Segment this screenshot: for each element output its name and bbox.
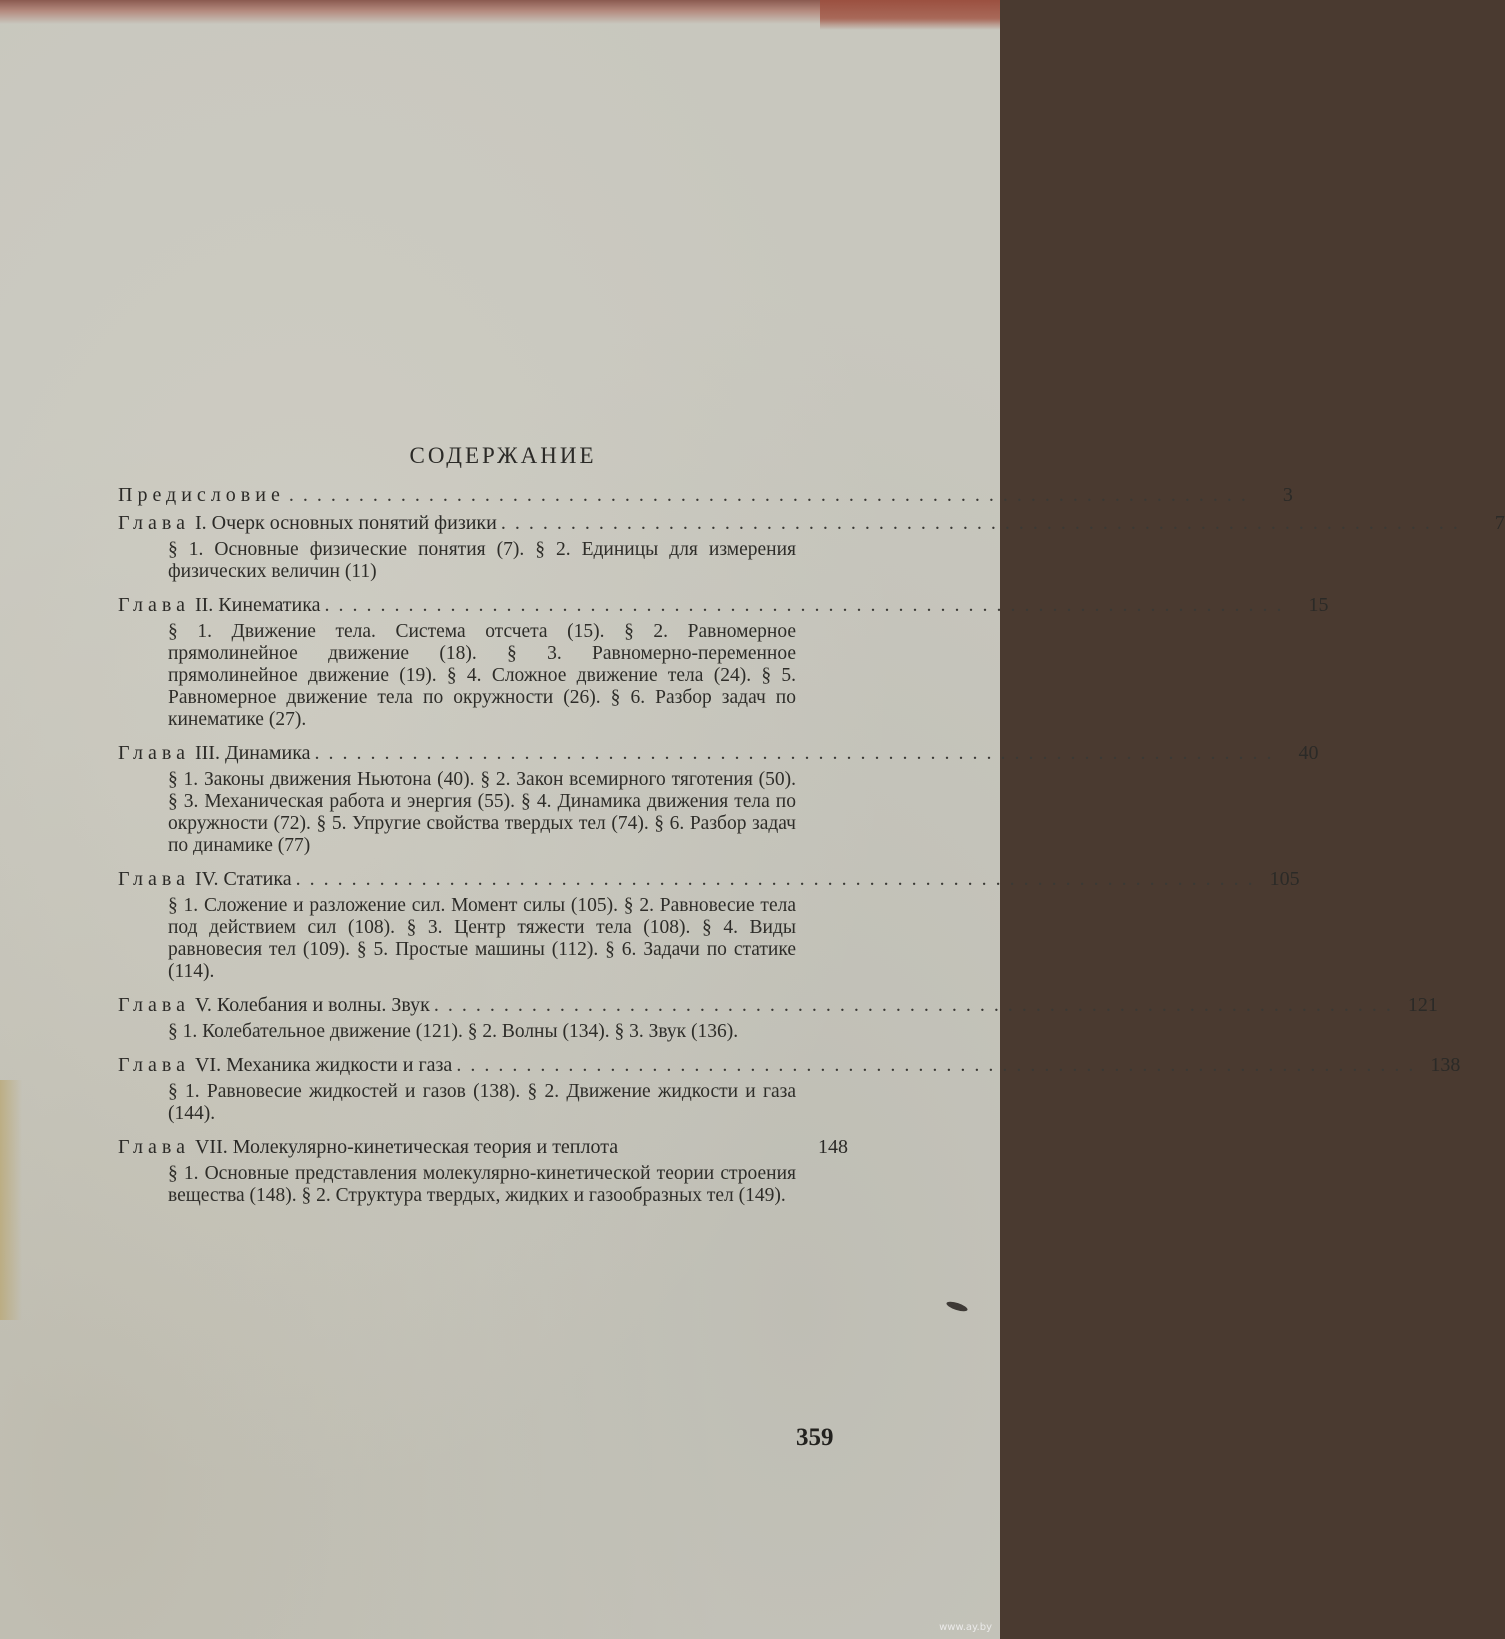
toc-heading: СОДЕРЖАНИЕ bbox=[409, 443, 597, 468]
entry-title: I. Очерк основных понятий физики bbox=[194, 512, 497, 534]
dot-leader: ..................................................................... bbox=[324, 594, 1291, 616]
entry-label bbox=[118, 511, 497, 535]
entry-label bbox=[118, 741, 311, 765]
entry-title: III. Динамика bbox=[194, 742, 311, 764]
toc-entry-chapter-1 bbox=[118, 511, 1505, 535]
entry-title: V. Колебания и волны. Звук bbox=[194, 994, 430, 1016]
entry-prefix: Предисловие bbox=[118, 484, 285, 506]
entry-title: II. Кинематика bbox=[194, 594, 321, 616]
entry-prefix: Глава bbox=[118, 1054, 190, 1076]
entry-label bbox=[118, 593, 321, 617]
toc-entry-chapter-6 bbox=[118, 1053, 1461, 1077]
dot-leader: ..................................................................... bbox=[456, 1054, 1423, 1076]
toc-entry-chapter-2 bbox=[118, 593, 1329, 617]
entry-page-number: 15 bbox=[1308, 594, 1329, 616]
page-number: 359 bbox=[796, 1424, 834, 1451]
entry-title: IV. Статика bbox=[194, 868, 292, 890]
entry-label bbox=[118, 1135, 618, 1159]
entry-title: VI. Механика жидкости и газа bbox=[194, 1054, 453, 1076]
entry-label bbox=[118, 867, 292, 891]
chapter-7-sections: § 1. Основные представления молекулярно-кинетической теории строения вещества (148). § 2. Структура твердых, жидких и газообразных тел (149). bbox=[168, 1163, 796, 1206]
entry-prefix: Глава bbox=[118, 1136, 190, 1158]
entry-prefix: Глава bbox=[118, 594, 190, 616]
entry-prefix: Глава bbox=[118, 512, 190, 534]
entry-title: VII. Молекулярно-кинетическая теория и теплота bbox=[194, 1136, 619, 1158]
chapter-3-sections: § 1. Законы движения Ньютона (40). § 2. Закон всемирного тяготения (50). § 3. Механическая работа и энергия (55). § 4. Динамика движения тела по окружности (72). § 5. Упругие свойства твердых тел (74). § 6. Разбор задач по динамике (77) bbox=[168, 769, 796, 856]
entry-label bbox=[118, 993, 430, 1017]
chapter-4-sections: § 1. Сложение и разложение сил. Момент силы (105). § 2. Равновесие тела под действием сил (108). § 3. Центр тяжести тела (108). § 4. Виды равновесия тел (109). § 5. Простые машины (112). § 6. Задачи по статике (114). bbox=[168, 895, 796, 982]
dot-leader: ..................................................................... bbox=[295, 868, 1262, 890]
entry-page-number: 3 bbox=[1282, 484, 1293, 506]
chapter-1-sections: § 1. Основные физические понятия (7). § 2. Единицы для измерения физических величин (11) bbox=[168, 539, 796, 582]
entry-page-number: 138 bbox=[1430, 1054, 1461, 1076]
entry-prefix: Глава bbox=[118, 994, 190, 1016]
dot-leader: ..................................................................... bbox=[433, 994, 1400, 1016]
toc-entry-chapter-3 bbox=[118, 741, 1319, 765]
entry-page-number: 105 bbox=[1269, 868, 1300, 890]
site-watermark: www.ay.by bbox=[939, 1622, 992, 1633]
entry-prefix: Глава bbox=[118, 868, 190, 890]
entry-page-number: 121 bbox=[1407, 994, 1438, 1016]
entry-label bbox=[118, 1053, 452, 1077]
table-of-contents bbox=[118, 443, 1505, 1217]
entry-page-number: 7 bbox=[1494, 512, 1505, 534]
entry-label bbox=[118, 483, 285, 507]
dot-leader: ..................................................................... bbox=[314, 742, 1281, 764]
paper-stain bbox=[0, 1080, 22, 1320]
chapter-6-sections: § 1. Равновесие жидкостей и газов (138). § 2. Движение жидкости и газа (144). bbox=[168, 1081, 796, 1124]
toc-entry-chapter-7 bbox=[118, 1135, 848, 1159]
toc-entry-preface bbox=[118, 483, 1293, 507]
cover-edge bbox=[0, 0, 1000, 24]
chapter-2-sections: § 1. Движение тела. Система отсчета (15). § 2. Равномерное прямолинейное движение (18). § 3. Равномерно-переменное прямолинейное движение (19). § 4. Сложное движение тела (24). § 5. Равномерное движение тела по окружности (26). § 6. Разбор задач по кинематике (27). bbox=[168, 621, 796, 730]
chapter-5-sections: § 1. Колебательное движение (121). § 2. Волны (134). § 3. Звук (136). bbox=[168, 1021, 739, 1042]
ink-smudge bbox=[945, 1300, 968, 1313]
toc-entry-chapter-4 bbox=[118, 867, 1300, 891]
dot-leader: ..................................................................... bbox=[288, 484, 1255, 506]
entry-page-number: 40 bbox=[1298, 742, 1319, 764]
dot-leader: ..................................................................... bbox=[500, 512, 1467, 534]
entry-prefix: Глава bbox=[118, 742, 190, 764]
toc-entry-chapter-5 bbox=[118, 993, 1438, 1017]
entry-page-number: 148 bbox=[818, 1136, 848, 1158]
